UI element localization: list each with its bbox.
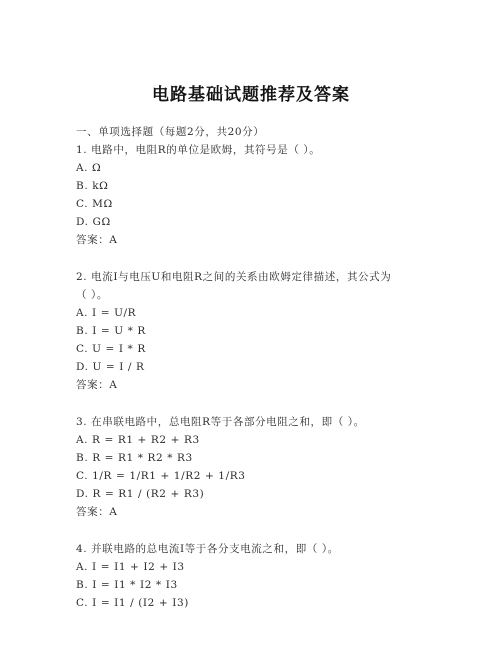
spacer: [76, 521, 436, 540]
spacer: [76, 394, 436, 413]
section-heading: 一、单项选择题（每题2分，共20分）: [76, 126, 265, 138]
question-stem: 2. 电流I与电压U和电阻R之间的关系由欧姆定律描述，其公式为: [76, 271, 392, 283]
answer: 答案：A: [76, 506, 118, 518]
option-b: B. I = U * R: [76, 325, 146, 337]
question-stem: 3. 在串联电路中，总电阻R等于各部分电阻之和，即（ ）。: [76, 416, 365, 428]
spacer: [76, 249, 436, 268]
option-c: C. I = I1 / (I2 + I3): [76, 597, 189, 609]
option-b: B. I = I1 * I2 * I3: [76, 579, 178, 591]
question-4: [76, 540, 436, 612]
document-title: 电路基础试题推荐及答案: [152, 85, 350, 105]
option-a: A. I = U/R: [76, 307, 137, 319]
question-3: [76, 413, 436, 521]
question-stem: 1. 电路中，电阻R的单位是欧姆，其符号是（ ）。: [76, 144, 321, 156]
option-b: B. kΩ: [76, 180, 109, 192]
option-a: A. Ω: [76, 162, 102, 174]
option-a: A. R = R1 + R2 + R3: [76, 434, 200, 446]
question-stem-continued: （ ）。: [76, 289, 108, 301]
question-1: [76, 141, 436, 249]
document-body: [76, 123, 436, 612]
option-d: D. GΩ: [76, 216, 111, 228]
option-d: D. R = R1 / (R2 + R3): [76, 488, 205, 500]
option-a: A. I = I1 + I2 + I3: [76, 561, 185, 573]
answer: 答案：A: [76, 234, 118, 246]
question-stem: 4. 并联电路的总电流I等于各分支电流之和，即（ ）。: [76, 543, 339, 555]
option-b: B. R = R1 * R2 * R3: [76, 452, 193, 464]
option-c: C. MΩ: [76, 198, 113, 210]
question-2: [76, 268, 436, 394]
option-c: C. U = I * R: [76, 343, 146, 355]
answer: 答案：A: [76, 379, 118, 391]
option-d: D. U = I / R: [76, 361, 145, 373]
option-c: C. 1/R = 1/R1 + 1/R2 + 1/R3: [76, 470, 246, 482]
